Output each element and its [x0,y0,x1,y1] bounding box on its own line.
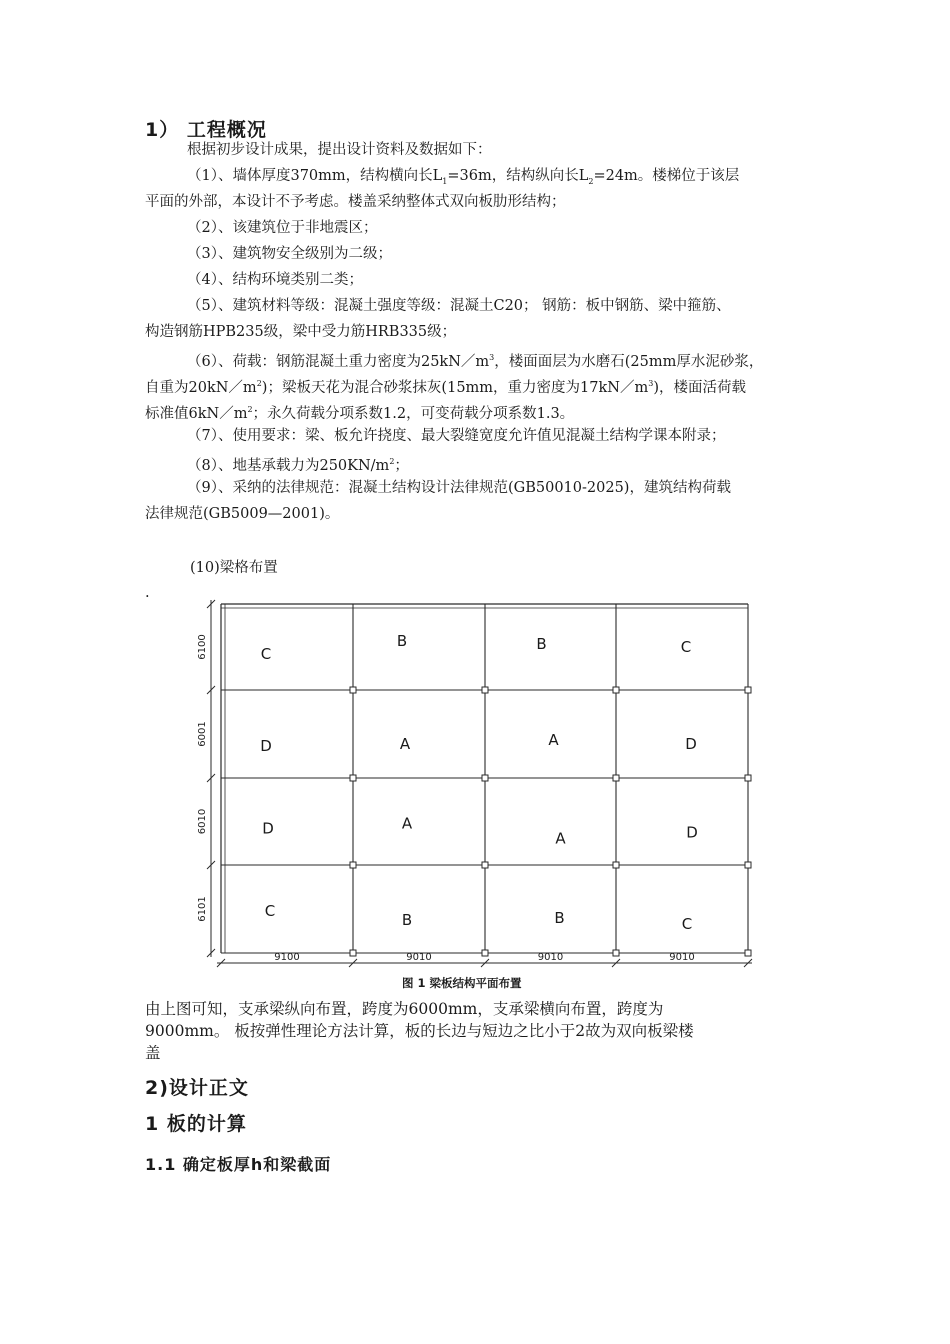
column-node [745,950,751,956]
item-6-line-2: 自重为$20kN/m^2$)；梁板天花为混合砂浆抹灰(15mm，重力密度为$17kN/m^3$)，楼面活荷载 [145,379,746,396]
row-dimension-label: 6101 [197,896,208,922]
column-node [745,687,751,693]
panel-label: D [262,819,274,838]
stray-dot: . [145,585,150,601]
panel-label: D [260,737,272,755]
column-node [613,862,619,868]
summary-line-3: 盖 [145,1044,161,1062]
panel-label: A [401,814,413,833]
column-node [482,775,488,781]
figure-caption: 图 1 梁板结构平面布置 [402,976,522,990]
item-5-line-1: （5）、建筑材料等级：混凝土强度等级：混凝土C20； 钢筋：板中钢筋、梁中箍筋、 [187,298,731,314]
column-node [482,862,488,868]
column-node [613,687,619,693]
panel-label: A [399,735,411,753]
column-node [482,950,488,956]
item-2: （2）、该建筑位于非地震区； [187,220,378,236]
column-node [350,775,356,781]
sub-sub-heading-thickness: 1.1 确定板厚h和梁截面 [145,1155,332,1174]
intro-text: 根据初步设计成果，提出设计资料及数据如下： [187,142,492,158]
column-node [350,687,356,693]
column-node [745,775,751,781]
item-6-line-3: 标准值$6kN/m^2$；永久荷载分项系数1.2，可变荷载分项系数1.3。 [145,405,575,422]
column-dimension-label: 9100 [274,952,300,963]
row-dimension-label: 6010 [197,808,208,835]
summary-line-2: 9000mm。 板按弹性理论方法计算，板的长边与短边之比小于2故为双向板梁楼 [145,1022,694,1040]
panel-label: B [396,632,408,650]
column-node [482,687,488,693]
item-1-line-1: （1）、墙体厚度370mm，结构横向长$L_1=36m$，结构纵向长$L_2=24m$。楼梯位于该层 [187,168,740,186]
panel-label: B [554,909,565,927]
panel-label: D [686,823,698,842]
panel-label: B [401,911,413,929]
panel-label: B [536,635,547,653]
column-node [613,775,619,781]
column-node [613,950,619,956]
column-node [745,862,751,868]
sub-heading-slab-calc: 1 板的计算 [145,1113,247,1135]
column-node [350,862,356,868]
panel-label: C [264,902,276,920]
column-node [350,950,356,956]
panel-label: A [555,829,566,848]
panel-label: D [685,735,697,753]
item-10-beam-layout: (10)梁格布置 [190,560,278,576]
column-dimension-label: 9010 [537,952,564,963]
item-4: （4）、结构环境类别二类； [187,272,363,288]
summary-line-1: 由上图可知，支承梁纵向布置，跨度为6000mm，支承梁横向布置，跨度为 [145,1000,664,1018]
row-dimension-label: 6100 [197,634,208,660]
row-dimension-label: 6001 [197,721,208,747]
item-6-line-1: （6）、荷载：钢筋混凝土重力密度为$25kN/m^3$，楼面面层为水磨石(25mm厚水泥砂浆， [187,353,764,370]
panel-label: C [681,915,693,933]
column-dimension-label: 9010 [669,952,695,963]
section-heading-2: 2)设计正文 [145,1077,249,1099]
panel-label: C [680,638,692,656]
item-7: （7）、使用要求：梁、板允许挠度、最大裂缝宽度允许值见混凝土结构学课本附录； [187,428,726,444]
column-dimension-label: 9010 [406,952,432,963]
item-8: （8）、地基承载力为$250KN/m^2$； [187,457,409,474]
item-9-line-2: 法律规范(GB5009—2001)。 [145,506,340,522]
item-9-line-1: （9）、采纳的法律规范：混凝土结构设计法律规范(GB50010-2025)，建筑结构荷载 [187,480,731,496]
item-5-line-2: 构造钢筋HPB235级，梁中受力筋HRB335级； [145,324,457,340]
panel-label: C [260,645,272,663]
item-3: （3）、建筑物安全级别为二级； [187,246,392,262]
section-heading-1: 1） 工程概况 [145,119,267,141]
item-1-line-2: 平面的外部，本设计不予考虑。楼盖采纳整体式双向板肋形结构； [145,194,566,210]
panel-label: A [548,731,559,749]
